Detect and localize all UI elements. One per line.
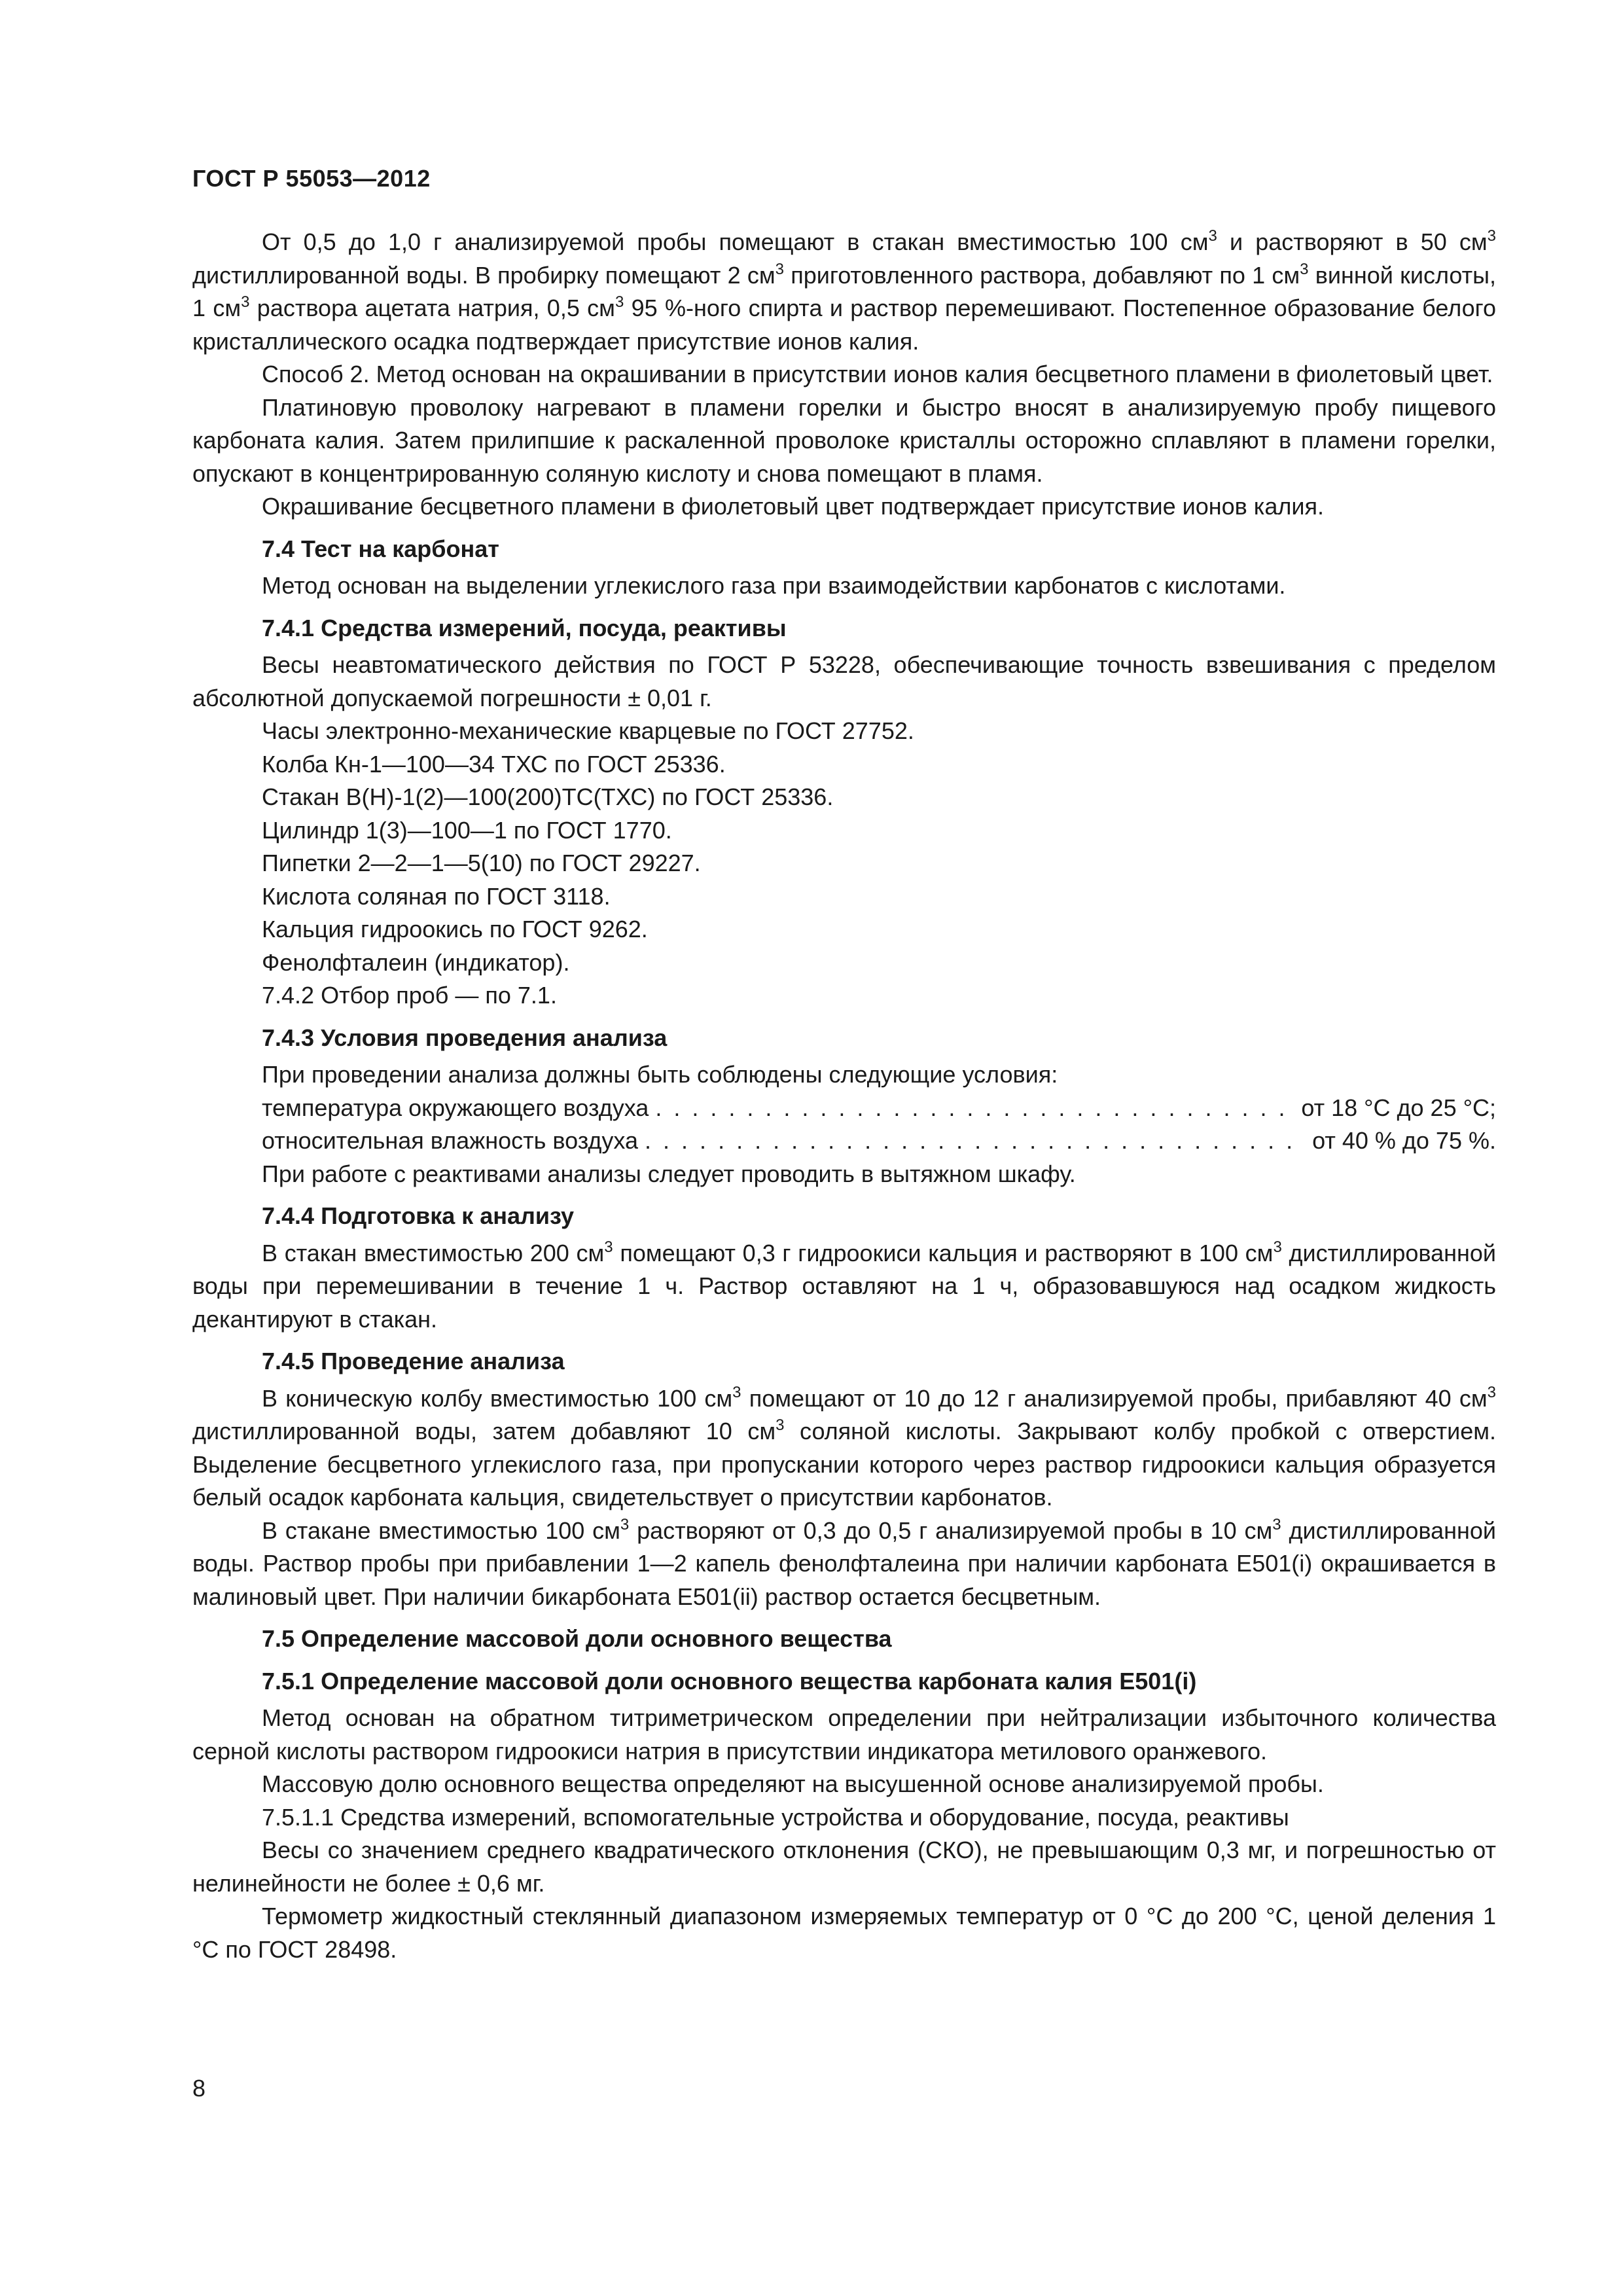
list-item: Кислота соляная по ГОСТ 3118. bbox=[262, 882, 611, 910]
leader-dots bbox=[655, 1092, 1294, 1125]
section-heading: 7.4.5 Проведение анализа bbox=[262, 1348, 565, 1374]
list-item: Кальция гидроокись по ГОСТ 9262. bbox=[262, 916, 648, 942]
document-header: ГОСТ Р 55053—2012 bbox=[192, 165, 431, 192]
paragraph: Окрашивание бесцветного пламени в фиолетовый цвет подтверждает присутствие ионов калия. bbox=[262, 493, 1324, 520]
paragraph: Метод основан на выделении углекислого газа при взаимодействии карбонатов с кислотами. bbox=[262, 572, 1286, 599]
paragraph: Весы со значением среднего квадратического отклонения (СКО), не превышающим 0,3 мг, и погрешностью от нелинейности не более ± 0,6 мг. bbox=[192, 1837, 1496, 1897]
section-heading: 7.4.4 Подготовка к анализу bbox=[262, 1202, 575, 1229]
paragraph: Термометр жидкостный стеклянный диапазоном измеряемых температур от 0 °С до 200 °С, ценой деления 1 °С по ГОСТ 28498. bbox=[192, 1903, 1496, 1963]
paragraph: В стакане вместимостью 100 $см^3$ растворяют от 0,3 до 0,5 г анализируемой пробы в 10 $см^3$ дистиллированной воды. Раствор пробы при прибавлении 1—2 капель фенолфталеина при наличии карбоната Е501(i) окрашивается в малиновый цвет. При наличии бикарбоната Е501(ii) раствор остается бесцветным. bbox=[192, 1515, 1496, 1610]
list-item: Фенолфталеин (индикатор). bbox=[262, 948, 570, 976]
paragraph: В стакан вместимостью 200 $см^3$ помещают 0,3 г гидроокиси кальция и растворяют в 100 $см^3$ дистиллированной воды при перемешивании в течение 1 ч. Раствор оставляют на 1 ч, образовавшуюся над осадком жидкость декантируют в стакан. bbox=[192, 1238, 1497, 1333]
paragraph: Способ 2. Метод основан на окрашивании в присутствии ионов калия бесцветного пламени в фиолетовый цвет. bbox=[262, 361, 1493, 387]
condition-value: от 18 °С до 25 °С; bbox=[1301, 1094, 1496, 1121]
paragraph: В коническую колбу вместимостью 100 $см^3$ помещают от 10 до 12 г анализируемой пробы, прибавляют 40 $см^3$ дистиллированной воды, затем добавляют 10 $см^3$ соляной кислоты. Закрывают колбу пробкой с отверстием. Выделение бесцветного углекислого газа, при пропускании которого через раствор гидроокиси кальция образуется белый осадок карбоната кальция, свидетельствует о присутствии карбонатов. bbox=[192, 1383, 1497, 1511]
list-item: Пипетки 2—2—1—5(10) по ГОСТ 29227. bbox=[262, 850, 701, 876]
condition-label: относительная влажность воздуха bbox=[262, 1127, 639, 1154]
paragraph: Весы неавтоматического действия по ГОСТ Р 53228, обеспечивающие точность взвешивания с пределом абсолютной допускаемой погрешности ± 0,01 г. bbox=[192, 651, 1496, 711]
paragraph: Платиновую проволоку нагревают в пламени горелки и быстро вносят в анализируемую пробу пищевого карбоната калия. Затем прилипшие к раскаленной проволоке кристаллы осторожно сплавляют в пламени горелки, опускают в концентрированную соляную кислоту и снова помещают в пламя. bbox=[192, 393, 1496, 487]
paragraph: При проведении анализа должны быть соблюдены следующие условия: bbox=[262, 1061, 1058, 1088]
condition-label: температура окружающего воздуха bbox=[262, 1094, 649, 1121]
condition-row bbox=[192, 1124, 1496, 1158]
document-body bbox=[192, 226, 1496, 1966]
section-heading: 7.4 Тест на карбонат bbox=[262, 535, 499, 562]
paragraph: 7.5.1.1 Средства измерений, вспомогательные устройства и оборудование, посуда, реактивы bbox=[262, 1803, 1289, 1831]
page-number: 8 bbox=[192, 2075, 206, 2102]
section-heading: 7.4.1 Средства измерений, посуда, реактивы bbox=[262, 614, 787, 641]
list-item: Колба Кн-1—100—34 ТХС по ГОСТ 25336. bbox=[262, 750, 726, 778]
section-heading: 7.5 Определение массовой доли основного вещества bbox=[262, 1625, 892, 1652]
list-item: Стакан В(Н)-1(2)—100(200)ТС(ТХС) по ГОСТ 25336. bbox=[262, 783, 834, 810]
paragraph: Метод основан на обратном титриметрическом определении при нейтрализации избыточного количества серной кислоты раствором гидроокиси натрия в присутствии индикатора метилового оранжевого. bbox=[192, 1704, 1496, 1765]
paragraph: При работе с реактивами анализы следует проводить в вытяжном шкафу. bbox=[262, 1160, 1076, 1187]
list-item: Цилиндр 1(3)—100—1 по ГОСТ 1770. bbox=[262, 816, 672, 844]
section-heading: 7.4.3 Условия проведения анализа bbox=[262, 1024, 668, 1051]
section-heading: 7.5.1 Определение массовой доли основного вещества карбоната калия Е501(i) bbox=[262, 1667, 1197, 1695]
list-item: 7.4.2 Отбор проб — по 7.1. bbox=[262, 982, 557, 1009]
list-item: Часы электронно-механические кварцевые по ГОСТ 27752. bbox=[262, 717, 914, 744]
paragraph: От 0,5 до 1,0 г анализируемой пробы помещают в стакан вместимостью 100 $см^3$ и растворяют в 50 $см^3$ дистиллированной воды. В пробирку помещают 2 $см^3$ приготовленного раствора, добавляют по 1 $см^3$ винной кислоты, 1 $см^3$ раствора ацетата натрия, 0,5 $см^3$ 95 %-ного спирта и раствор перемешивают. Постепенное образование белого кристаллического осадка подтверждает присутствие ионов калия. bbox=[192, 227, 1497, 355]
leader-dots bbox=[645, 1124, 1306, 1158]
paragraph: Массовую долю основного вещества определяют на высушенной основе анализируемой пробы. bbox=[262, 1770, 1324, 1797]
condition-value: от 40 % до 75 %. bbox=[1312, 1127, 1496, 1154]
condition-row bbox=[192, 1092, 1496, 1125]
